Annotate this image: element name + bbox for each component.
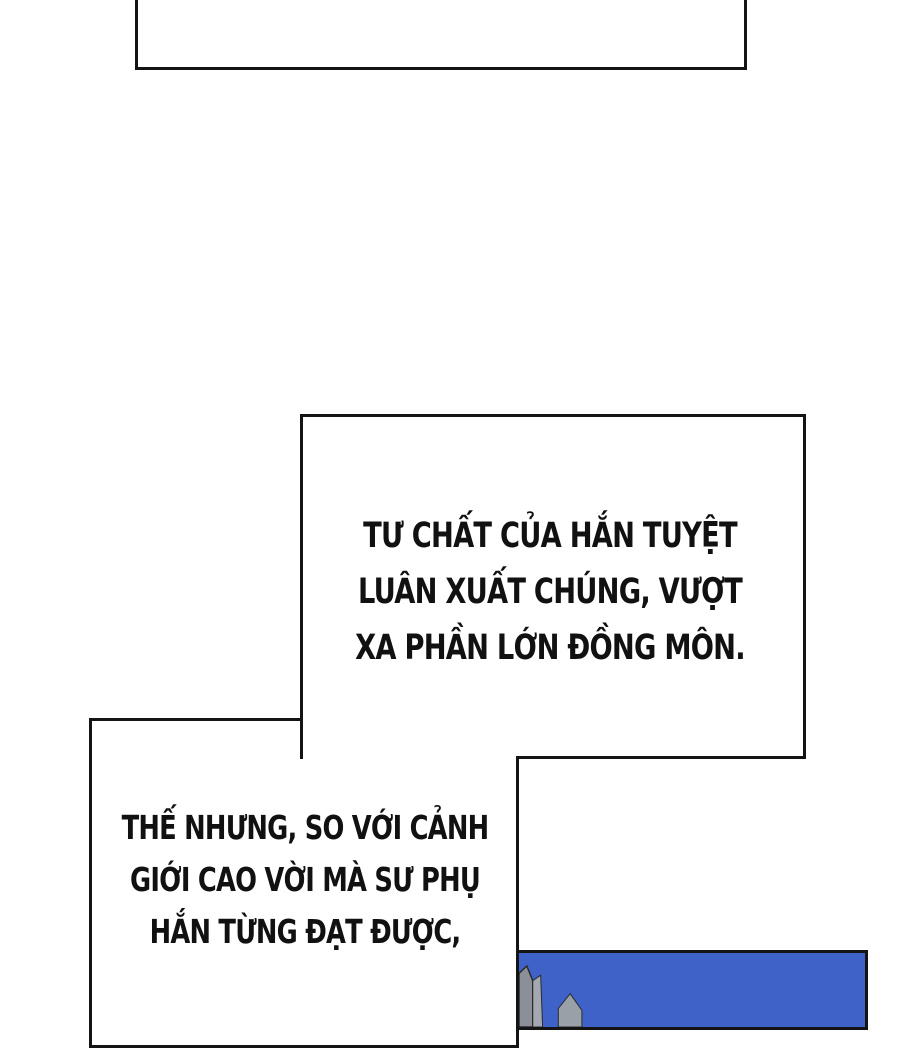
caption-line: GIỚI CAO VỜI MÀ SƯ PHỤ	[130, 860, 480, 899]
caption-text-right	[355, 508, 745, 676]
caption-line: THẾ NHƯNG, SO VỚI CẢNH	[121, 808, 489, 847]
caption-line: HẮN TỪNG ĐẠT ĐƯỢC,	[149, 912, 461, 951]
caption-line: TƯ CHẤT CỦA HẮN TUYỆT	[363, 516, 737, 556]
bottom-art-panel	[516, 950, 868, 1030]
caption-box-join	[303, 721, 516, 761]
caption-text-left	[114, 802, 496, 958]
rooftop-art	[519, 953, 865, 1027]
caption-line: LUÂN XUẤT CHÚNG, VƯỢT	[358, 572, 742, 612]
caption-line: XA PHẦN LỚN ĐỒNG MÔN.	[355, 628, 745, 668]
top-comic-panel	[135, 0, 747, 70]
